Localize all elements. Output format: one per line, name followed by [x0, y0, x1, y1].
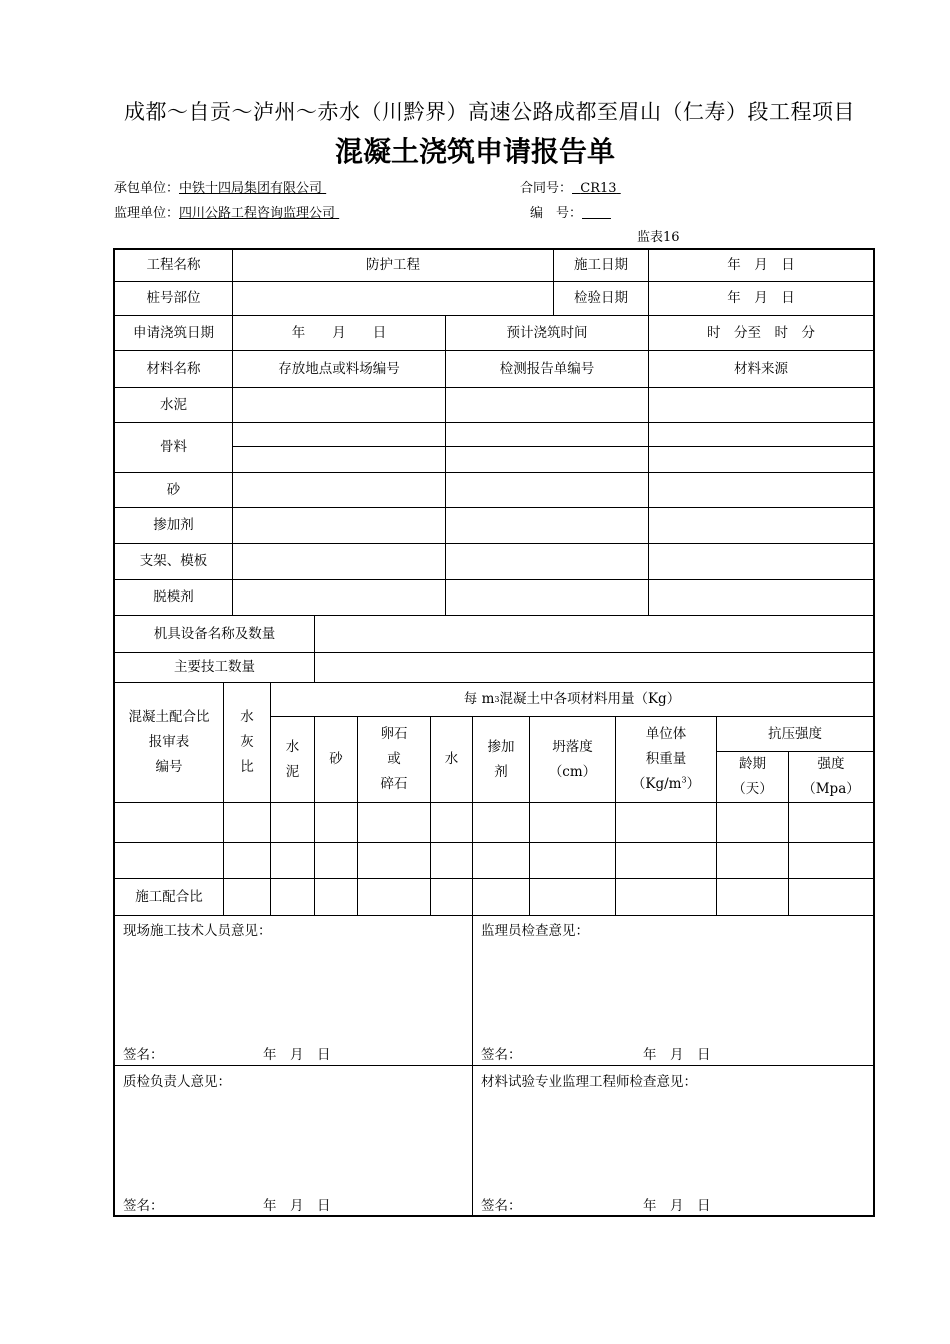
supervisor-signature-date: 年 月 日 — [643, 1047, 711, 1063]
contract-no-value: CR13 — [580, 181, 617, 196]
site-tech-signature-label: 签名： — [123, 1047, 164, 1063]
material-aggregate-label: 骨料 — [160, 439, 187, 455]
material-engineer-signature-date: 年 月 日 — [643, 1198, 711, 1214]
age-col-header: 龄期 （天） — [732, 756, 773, 797]
storage-header: 存放地点或料场编号 — [278, 360, 400, 377]
material-cement-label: 水泥 — [160, 396, 187, 413]
mix-row-2-no[interactable] — [115, 843, 223, 878]
report-no-header: 检测报告单编号 — [499, 360, 595, 377]
qc-head-signature-label: 签名： — [123, 1198, 164, 1214]
gravel-col-header: 卵石 或 碎石 — [380, 726, 408, 792]
planned-time-label: 预计浇筑时间 — [506, 324, 588, 341]
contractor-value: 中铁十四局集团有限公司 — [179, 181, 323, 196]
sand-col-header: 砂 — [329, 751, 343, 767]
form-title: 混凝土浇筑申请报告单 — [334, 135, 615, 168]
project-name-label: 工程名称 — [146, 257, 201, 273]
unit-weight-col-header: 单位体 积重量 $(Kg/m^3)$ — [631, 726, 701, 792]
supervisor-check-opinion-label: 监理员检查意见： — [481, 923, 589, 939]
supervisor-value: 四川公路工程咨询监理公司 — [179, 206, 336, 221]
supervisor-row — [114, 202, 339, 221]
qc-head-signature-date: 年 月 日 — [263, 1198, 331, 1214]
contractor-row — [114, 177, 326, 196]
project-name-value[interactable]: 防护工程 — [366, 257, 420, 273]
material-sand-label: 砂 — [166, 481, 181, 498]
pour-request-date-label: 申请浇筑日期 — [133, 324, 214, 341]
serial-label: 编 号： — [530, 206, 583, 221]
material-engineer-opinion-label: 材料试验专业监理工程师检查意见： — [481, 1074, 697, 1090]
admixture-col-header: 掺加 剂 — [487, 738, 515, 780]
supervisor-label: 监理单位： — [114, 206, 180, 221]
serial-row — [530, 202, 611, 221]
pour-request-date-field[interactable]: 年 月 日 — [291, 324, 387, 341]
material-name-header: 材料名称 — [146, 360, 201, 377]
mix-row-1-no[interactable] — [115, 803, 223, 842]
inspection-date-field[interactable]: 年 月 日 — [727, 290, 795, 306]
station-label: 桩号部位 — [146, 290, 201, 306]
material-formwork-label: 支架、模板 — [139, 553, 208, 569]
equipment-field[interactable] — [315, 616, 873, 652]
equipment-label: 机具设备名称及数量 — [153, 625, 276, 642]
material-admixture-label: 掺加剂 — [153, 517, 194, 533]
cement-col-header: 水 泥 — [285, 738, 300, 780]
skilled-workers-label: 主要技工数量 — [174, 659, 255, 675]
compressive-strength-header: 抗压强度 — [768, 725, 822, 742]
slump-col-header: 坍落度 （cm） — [548, 738, 597, 780]
skilled-workers-field[interactable] — [315, 653, 873, 682]
station-field[interactable] — [233, 282, 553, 315]
wc-ratio-header: 水 灰 比 — [240, 709, 254, 775]
planned-time-field[interactable]: 时 分至 时 分 — [707, 324, 815, 341]
water-col-header: 水 — [444, 751, 459, 767]
construction-mix-label: 施工配合比 — [135, 888, 203, 905]
contract-no-label: 合同号： — [520, 181, 573, 196]
form-number: 监表16 — [637, 230, 680, 245]
site-tech-opinion-label: 现场施工技术人员意见： — [123, 923, 272, 939]
project-header-line: 成都～自贡～泸州～赤水（川黔界）高速公路成都至眉山（仁寿）段工程项目 — [124, 100, 855, 124]
material-release-agent-label: 脱模剂 — [153, 589, 194, 605]
strength-col-header: 强度 （Mpa） — [802, 756, 860, 797]
mix-design-no-header: 混凝土配合比 报审表 编号 — [128, 709, 210, 775]
inspection-date-label: 检验日期 — [574, 290, 628, 306]
supervisor-signature-label: 签名： — [481, 1047, 522, 1063]
construction-date-field[interactable]: 年 月 日 — [727, 257, 795, 273]
material-engineer-signature-label: 签名： — [481, 1198, 522, 1214]
site-tech-signature-date: 年 月 日 — [263, 1047, 331, 1063]
contract-no-row — [520, 177, 621, 196]
application-form-table — [113, 248, 875, 1217]
qc-head-opinion-label: 质检负责人意见： — [123, 1074, 231, 1090]
per-m3-header: 每 m 3 混凝土中各项材料用量（Kg） — [463, 691, 681, 707]
contractor-label: 承包单位： — [114, 181, 180, 196]
source-header: 材料来源 — [734, 360, 788, 377]
construction-date-label: 施工日期 — [574, 257, 628, 273]
